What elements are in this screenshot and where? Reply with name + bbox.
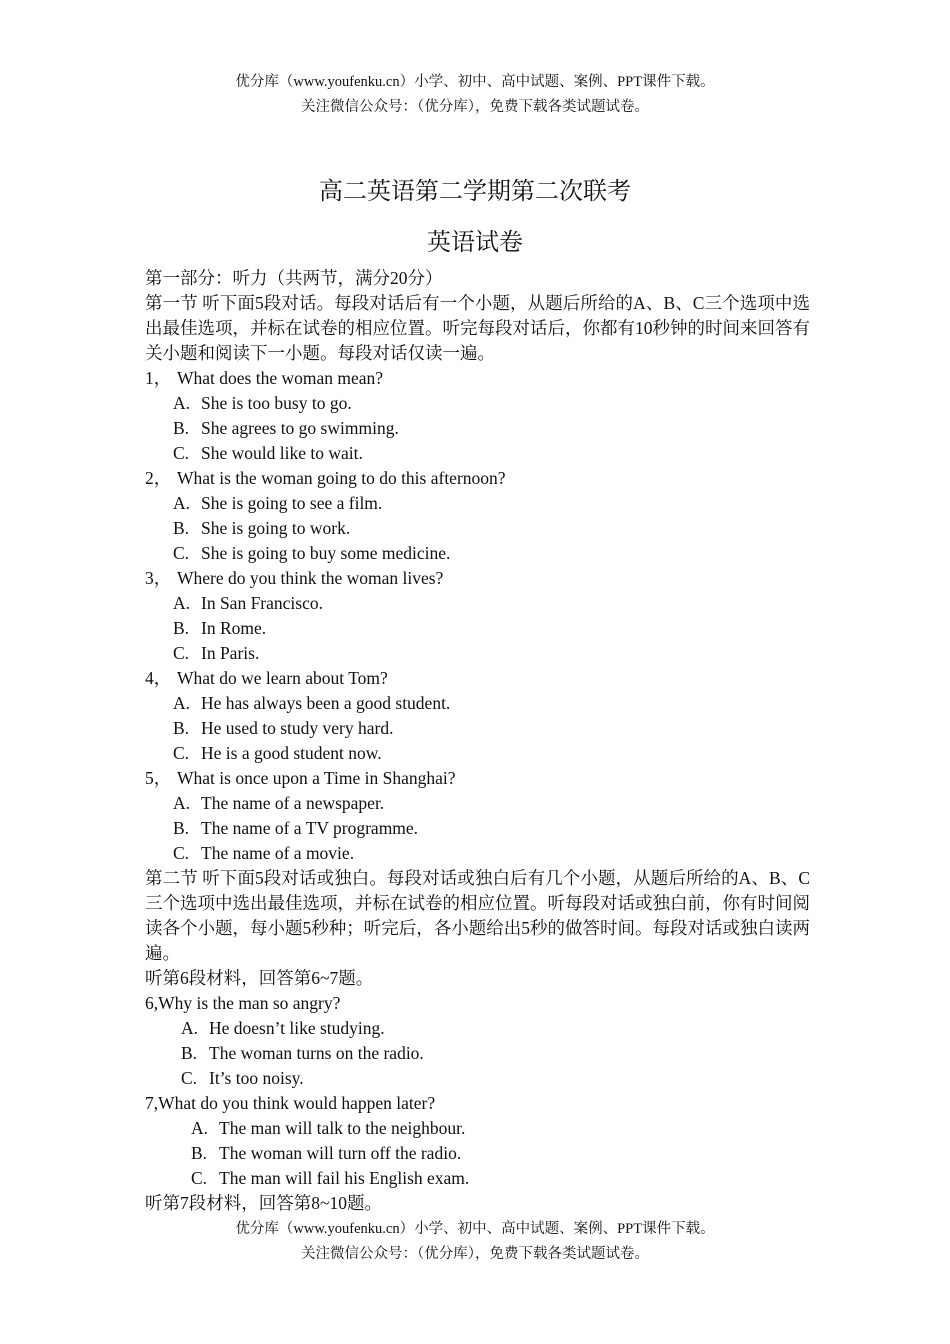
option-3b: [145, 616, 810, 641]
option-letter: C.: [181, 1068, 198, 1088]
option-7b: [145, 1141, 810, 1166]
option-text: In San Francisco.: [201, 593, 323, 613]
option-letter: C.: [173, 443, 190, 463]
option-text: The name of a movie.: [201, 843, 355, 863]
part1-heading: 第一部分：听力（共两节，满分20分）: [145, 268, 443, 288]
option-letter: B.: [173, 818, 190, 838]
option-5b: [145, 816, 810, 841]
page-header: [0, 70, 950, 120]
question-text: What does the woman mean?: [177, 368, 384, 388]
option-text: The woman turns on the radio.: [209, 1043, 424, 1063]
footer-line-1: 优分库（www.youfenku.cn）小学、初中、高中试题、案例、PPT课件下载。: [235, 1221, 715, 1237]
option-5a: [145, 791, 810, 816]
option-letter: C.: [173, 643, 190, 663]
option-text: She is going to buy some medicine.: [201, 543, 451, 563]
option-letter: B.: [173, 518, 190, 538]
option-letter: B.: [173, 618, 190, 638]
question-text: What is the woman going to do this afternoon?: [177, 468, 506, 488]
option-3a: [145, 591, 810, 616]
option-1b: [145, 416, 810, 441]
question-text: What is once upon a Time in Shanghai?: [177, 768, 456, 788]
option-7c: [145, 1166, 810, 1191]
question-1: [145, 366, 810, 391]
option-letter: B.: [173, 718, 190, 738]
option-1c: [145, 441, 810, 466]
option-4a: [145, 691, 810, 716]
option-text: The woman will turn off the radio.: [219, 1143, 462, 1163]
option-text: In Rome.: [201, 618, 267, 638]
option-letter: A.: [173, 493, 191, 513]
section1-instructions: 第一节 听下面5段对话。每段对话后有一个小题，从题后所给的A、B、C三个选项中选出最佳选项，并标在试卷的相应位置。听完每段对话后，你都有10秒钟的时间来回答有关小题和阅读下一小题。每段对话仅读一遍。: [145, 293, 810, 363]
option-text: He has always been a good student.: [201, 693, 451, 713]
option-7a: [145, 1116, 810, 1141]
option-text: It’s too noisy.: [209, 1068, 304, 1088]
question-text: What do we learn about Tom?: [177, 668, 388, 688]
exam-subtitle: 英语试卷: [427, 230, 523, 256]
material-6-heading: 听第6段材料，回答第6~7题。: [145, 968, 374, 988]
option-text: The man will talk to the neighbour.: [219, 1118, 466, 1138]
question-number: 2，: [145, 468, 172, 488]
question-6: 6,Why is the man so angry?: [145, 993, 341, 1013]
option-2c: [145, 541, 810, 566]
section2-instructions: 第二节 听下面5段对话或独白。每段对话或独白后有几个小题，从题后所给的A、B、C三个选项中选出最佳选项，并标在试卷的相应位置。听每段对话或独白前，你有时间阅读各个小题，每小题5秒种；听完后，各小题给出5秒的做答时间。每段对话或独白读两遍。: [145, 868, 810, 963]
option-1a: [145, 391, 810, 416]
option-letter: A.: [173, 393, 191, 413]
question-text: Where do you think the woman lives?: [177, 568, 444, 588]
option-text: She would like to wait.: [201, 443, 363, 463]
option-4c: [145, 741, 810, 766]
option-6b: [145, 1041, 810, 1066]
header-line-1: 优分库（www.youfenku.cn）小学、初中、高中试题、案例、PPT课件下载。: [235, 74, 715, 90]
option-letter: A.: [173, 793, 191, 813]
option-letter: C.: [173, 543, 190, 563]
option-5c: [145, 841, 810, 866]
option-letter: A.: [181, 1018, 199, 1038]
page-footer: [0, 1217, 950, 1267]
question-3: [145, 566, 810, 591]
option-text: The man will fail his English exam.: [219, 1168, 470, 1188]
option-letter: C.: [191, 1168, 208, 1188]
option-3c: [145, 641, 810, 666]
option-6c: [145, 1066, 810, 1091]
option-letter: A.: [173, 693, 191, 713]
exam-body: [145, 266, 810, 1216]
option-2a: [145, 491, 810, 516]
question-number: 4，: [145, 668, 172, 688]
footer-line-2: 关注微信公众号：（优分库），免费下载各类试题试卷。: [301, 1246, 649, 1262]
option-letter: A.: [173, 593, 191, 613]
option-2b: [145, 516, 810, 541]
question-7: 7,What do you think would happen later?: [145, 1093, 436, 1113]
option-text: He doesn’t like studying.: [209, 1018, 385, 1038]
option-text: The name of a TV programme.: [201, 818, 419, 838]
option-text: He used to study very hard.: [201, 718, 394, 738]
question-number: 1，: [145, 368, 172, 388]
option-text: She is going to work.: [201, 518, 351, 538]
option-6a: [145, 1016, 810, 1041]
option-text: She is going to see a film.: [201, 493, 383, 513]
option-text: She agrees to go swimming.: [201, 418, 399, 438]
option-letter: C.: [173, 843, 190, 863]
question-5: [145, 766, 810, 791]
option-text: She is too busy to go.: [201, 393, 352, 413]
material-7-heading: 听第7段材料，回答第8~10题。: [145, 1193, 382, 1213]
header-line-2: 关注微信公众号：（优分库），免费下载各类试题试卷。: [301, 99, 649, 115]
question-number: 3，: [145, 568, 172, 588]
option-letter: B.: [181, 1043, 198, 1063]
option-letter: B.: [191, 1143, 208, 1163]
option-letter: C.: [173, 743, 190, 763]
question-4: [145, 666, 810, 691]
option-text: In Paris.: [201, 643, 260, 663]
question-number: 5，: [145, 768, 172, 788]
option-text: He is a good student now.: [201, 743, 382, 763]
question-2: [145, 466, 810, 491]
option-text: The name of a newspaper.: [201, 793, 385, 813]
option-letter: A.: [191, 1118, 209, 1138]
exam-title: 高二英语第二学期第二次联考: [319, 179, 631, 205]
option-letter: B.: [173, 418, 190, 438]
option-4b: [145, 716, 810, 741]
